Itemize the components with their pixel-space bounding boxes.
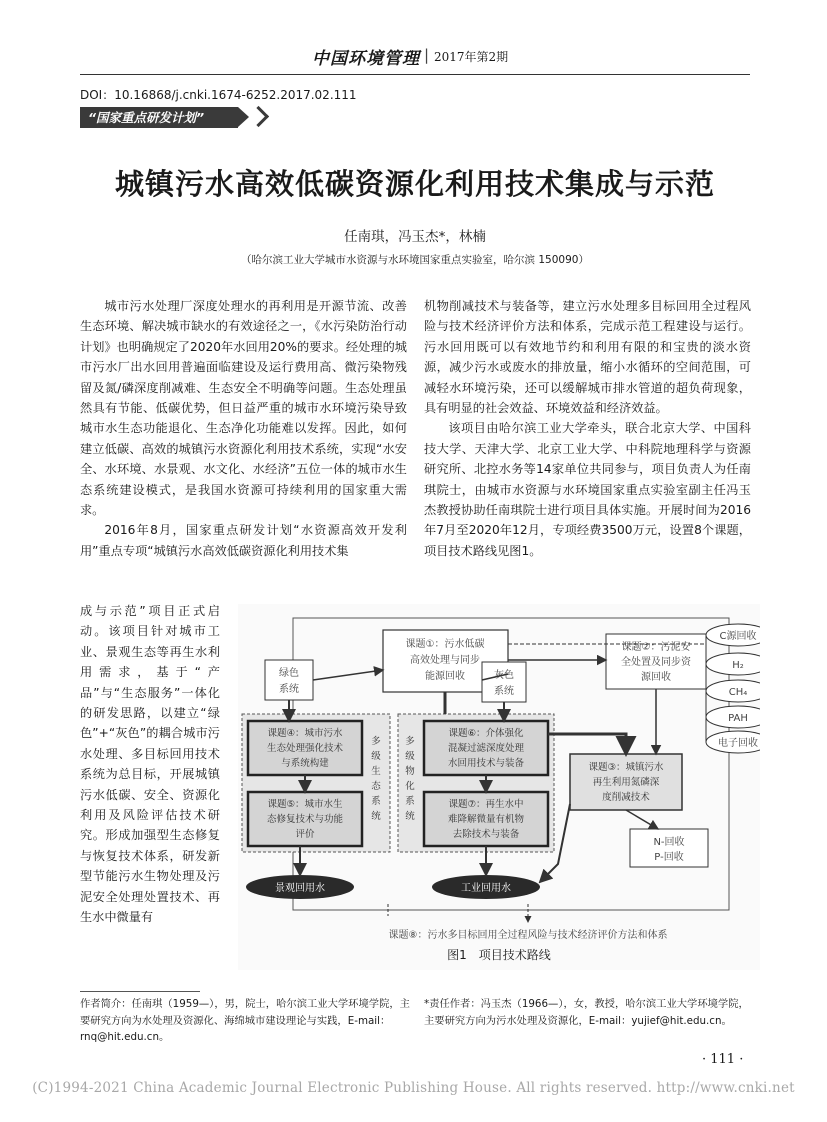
article-affiliation: （哈尔滨工业大学城市水资源与水环境国家重点实验室，哈尔滨 150090） (241, 254, 589, 266)
output-electron-label: 电子回收 (718, 738, 758, 749)
task3-line1: 课题③：城镇污水 (588, 762, 664, 773)
task3-line3: 度削减技术 (602, 792, 650, 803)
task4-line3: 与系统构建 (281, 758, 329, 769)
task3-line2: 再生利用氮磷深 (592, 777, 660, 788)
right-column (424, 296, 751, 561)
multi-eco-char: 统 (371, 811, 381, 822)
task1-line1: 课题①：污水低碳 (405, 639, 485, 650)
industrial-water-label: 工业回用水 (461, 883, 511, 894)
header-separator: | (424, 46, 430, 64)
article-title: 城镇污水高效低碳资源化利用技术集成与示范 (114, 167, 715, 201)
task6-line3: 水回用技术与装备 (447, 758, 525, 769)
corresponding-footnote (424, 996, 754, 1029)
multi-eco-char: 态 (371, 781, 381, 792)
multi-phys-char: 系 (405, 796, 415, 807)
task4-line2: 生态处理强化技术 (266, 743, 344, 754)
task6-line2: 混凝过滤深度处理 (447, 743, 525, 754)
copyright-watermark: (C)1994-2021 China Academic Journal Electronic Publishing House. All rights reserved. http://www.cnki.net (32, 1080, 795, 1096)
multi-eco-char: 生 (371, 766, 381, 777)
gray-system-line1: 灰色 (494, 670, 514, 681)
body-paragraph: 机物削减技术与装备等，建立污水处理多目标回用全过程风险与技术经济评价方法和体系，完成示范工程建设与运行。污水回用既可以有效地节约和利用有限的和宝贵的淡水资源，减少污水或废水的排放量，缩小水循环的空间范围，可减轻水环境污染，还可以缓解城市排水管道的超负荷现象，具有明显的社会效益、环境效益和经济效益。 (424, 299, 751, 416)
article-authors: 任南琪，冯玉杰*，林楠 (344, 229, 486, 245)
body-paragraph: 城市污水处理厂深度处理水的再利用是开源节流、改善生态环境、解决城市缺水的有效途径之一，《水污染防治行动计划》也明确规定了2020年水回用20%的要求。经处理的城市污水厂出水回用普遍面临建设及运行费用高、微污染物残留及氮/磷深度削减难、生态安全不明确等问题。生态处理虽然具有节能、低碳优势，但日益严重的城市水环境污染导致城市水生态功能退化、生态净化功能难以发挥。因此，如何建立低碳、高效的城镇污水资源化利用技术系统，实现“水安全、水环境、水景观、水文化、水经济”五位一体的城市水生态系统建设模式，是我国水资源可持续利用的国家重大需求。 (80, 299, 407, 518)
multi-eco-char: 系 (371, 796, 381, 807)
journal-issue: 2017年第2期 (434, 50, 509, 64)
header-rule (80, 74, 750, 75)
task7-line3: 去除技术与装备 (452, 829, 520, 840)
task1-line2: 高效处理与同步 (410, 655, 480, 666)
multi-phys-char: 级 (405, 751, 415, 762)
output-h2-label: H₂ (732, 660, 744, 671)
task2-line3: 源回收 (641, 672, 671, 683)
gray-system-line2: 系统 (494, 686, 514, 697)
p-recovery-label: P-回收 (654, 852, 684, 863)
task2-line2: 全处置及同步资 (621, 657, 691, 668)
page-number: · 111 · (702, 1052, 744, 1067)
footnote-rule (80, 991, 200, 992)
corresponding-footnote-label: *责任作者： (424, 998, 481, 1010)
figure-caption: 图1 项目技术路线 (447, 948, 551, 962)
task7-line1: 课题⑦：再生水中 (448, 799, 524, 810)
multi-phys-char: 物 (405, 766, 415, 777)
author-footnote-text: 任南琪（1959—），男，院士，哈尔滨工业大学环境学院，主要研究方向为水处理及资源化、海绵城市建设理论与实践，E-mail：rnq@hit.edu.cn。 (80, 998, 410, 1043)
task1-line3: 能源回收 (425, 671, 465, 682)
n-recovery-label: N-回收 (653, 837, 685, 848)
output-c-recovery-label: C源回收 (719, 631, 757, 642)
body-paragraph: 成与示范”项目正式启动。该项目针对城市工业、景观生态等再生水利用需求，基于“产品”与“生态服务”一体化的研发思路，以建立“绿色”+“灰色”的耦合城市污水处理、多目标回用技术系统为总目标，开展城镇污水低碳、安全、资源化利用及风险评估技术研究。形成加强型生态修复与恢复技术体系，研发新型节能污水生物处理及污泥安全处理处置技术、再生水中微量有 (80, 604, 220, 925)
task5-line1: 课题⑤：城市水生 (267, 799, 343, 810)
body-paragraph: 该项目由哈尔滨工业大学牵头，联合北京大学、中国科技大学、天津大学、北京工业大学、中科院地理科学与资源研究所、北控水务等14家单位共同参与，项目负责人为任南琪院士，由城市水资源与水环境国家重点实验室副主任冯玉杰教授协助任南琪院士进行项目具体实施。开展时间为2016年7月至2020年12月，专项经费3500万元，设置8个课题，项目技术路线见图1。 (424, 421, 751, 558)
task2-line1: 课题②：污泥安 (621, 642, 691, 653)
output-pah-label: PAH (728, 713, 748, 724)
section-banner: “国家重点研发计划” (80, 107, 238, 128)
author-footnote-label: 作者简介： (80, 998, 132, 1010)
multi-eco-char: 级 (371, 751, 381, 762)
green-system-line1: 绿色 (279, 668, 299, 679)
body-paragraph: 2016年8月，国家重点研发计划“水资源高效开发利用”重点专项“城镇污水高效低碳资源化利用技术集 (80, 523, 407, 558)
green-system-line2: 系统 (279, 684, 299, 695)
doi: DOI：10.16868/j.cnki.1674-6252.2017.02.111 (80, 88, 357, 102)
author-footnote (80, 996, 410, 1046)
multi-phys-char: 多 (405, 736, 415, 747)
task8-label: 课题⑧：污水多目标回用全过程风险与技术经济评价方法和体系 (388, 930, 668, 941)
banner-chevron-icon (248, 106, 269, 127)
task5-line3: 评价 (295, 829, 315, 840)
task5-line2: 态修复技术与功能 (266, 814, 344, 825)
output-ch4-label: CH₄ (728, 687, 748, 698)
corresponding-footnote-text: 冯玉杰（1966—），女，教授，哈尔滨工业大学环境学院，主要研究方向为污水处理及资源化，E-mail：yujief@hit.edu.cn。 (424, 998, 749, 1027)
banner-arrow-icon (238, 107, 249, 127)
technology-roadmap-figure (238, 604, 760, 970)
left-column (80, 296, 407, 561)
task6-line1: 课题⑥：介体强化 (448, 728, 524, 739)
multi-eco-char: 多 (371, 736, 381, 747)
left-column-narrow (80, 601, 220, 928)
multi-phys-char: 统 (405, 811, 415, 822)
task7-line2: 难降解微量有机物 (447, 814, 525, 825)
landscape-water-label: 景观回用水 (275, 883, 325, 894)
task4-line1: 课题④：城市污水 (267, 728, 343, 739)
multi-phys-char: 化 (405, 781, 415, 792)
journal-name: 中国环境管理 (312, 49, 420, 69)
